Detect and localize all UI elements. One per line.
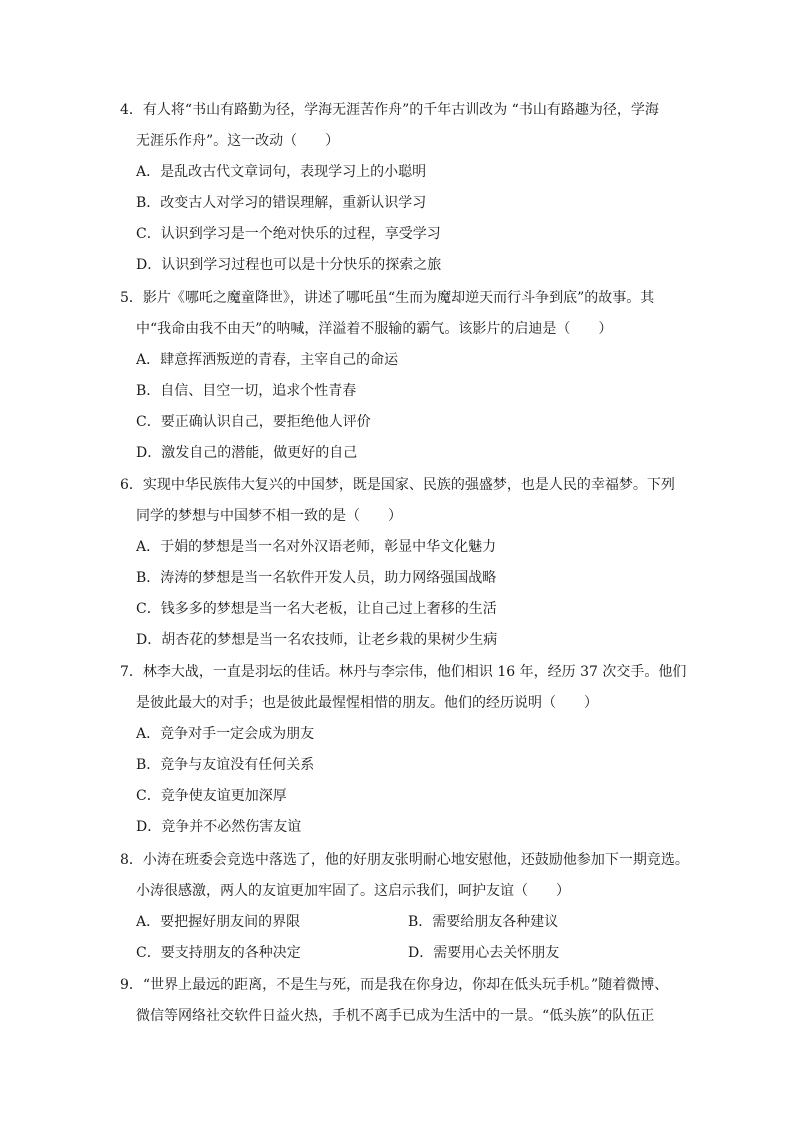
question-6-option-d: D．胡杏花的梦想是当一名农技师，让老乡栽的果树少生病 xyxy=(136,632,498,648)
question-4-option-d: D．认识到学习过程也可以是十分快乐的探索之旅 xyxy=(136,257,442,273)
question-5-option-b: B．自信、目空一切，追求个性青春 xyxy=(136,383,357,399)
question-8-options-row-1 xyxy=(120,907,680,938)
question-9 xyxy=(120,970,680,1032)
question-8-options-row-2 xyxy=(120,938,680,969)
question-4-stem-line-2: 无涯乐作舟”。这一改动（ ） xyxy=(136,133,340,149)
question-7-stem-line-2: 是彼此最大的对手；也是彼此最惺惺相惜的朋友。他们的经历说明（ ） xyxy=(136,695,598,711)
question-8-stem-line-1: 8．小涛在班委会竞选中落选了，他的好朋友张明耐心地安慰他，还鼓励他参加下一期竞选。 xyxy=(120,852,689,868)
question-7-option-d: D．竞争并不必然伤害友谊 xyxy=(136,819,302,835)
question-7-stem-line-1: 7．林李大战，一直是羽坛的佳话。林丹与李宗伟，他们相识 16 年，经历 37 次交手。他们 xyxy=(120,664,687,680)
question-6-option-b: B．涛涛的梦想是当一名软件开发人员，助力网络强国战略 xyxy=(136,570,497,586)
question-8-option-c: C．要支持朋友的各种决定 xyxy=(136,945,301,961)
question-8-option-a: A．要把握好朋友间的界限 xyxy=(136,914,301,930)
question-9-stem-line-2: 微信等网络社交软件日益火热，手机不离手已成为生活中的一景。“低头族”的队伍正 xyxy=(136,1008,655,1024)
question-6 xyxy=(120,470,680,656)
question-8-option-d: D．需要用心去关怀朋友 xyxy=(408,945,560,961)
question-7-option-c: C．竞争使友谊更加深厚 xyxy=(136,788,287,804)
question-6-option-a: A．于娟的梦想是当一名对外汉语老师，彰显中华文化魅力 xyxy=(136,539,497,555)
question-4-option-c: C．认识到学习是一个绝对快乐的过程，享受学习 xyxy=(136,226,441,242)
question-4-option-b: B．改变古人对学习的错误理解，重新认识学习 xyxy=(136,195,427,211)
question-8-stem-line-2: 小涛很感激，两人的友谊更加牢固了。这启示我们，呵护友谊（ ） xyxy=(136,883,570,899)
question-8 xyxy=(120,845,689,969)
question-7 xyxy=(120,657,687,843)
question-7-option-b: B．竞争与友谊没有任何关系 xyxy=(136,757,315,773)
question-6-stem-line-1: 6．实现中华民族伟大复兴的中国梦，既是国家、民族的强盛梦，也是人民的幸福梦。下列 xyxy=(120,477,675,493)
question-4-stem-line-1: 4．有人将“书山有路勤为径，学海无涯苦作舟”的千年古训改为 “书山有路趣为径，学海 xyxy=(120,102,659,118)
question-5-stem-line-2: 中“我命由我不由天”的呐喊，洋溢着不服输的霸气。该影片的启迪是（ ） xyxy=(136,321,613,337)
question-6-option-c: C．钱多多的梦想是当一名大老板，让自己过上奢移的生活 xyxy=(136,601,497,617)
question-7-option-a: A．竞争对手一定会成为朋友 xyxy=(136,726,315,742)
question-5 xyxy=(120,283,680,469)
question-5-option-a: A．肆意挥洒叛逆的青春，主宰自己的命运 xyxy=(136,352,399,368)
question-6-stem-line-2: 同学的梦想与中国梦不相一致的是（ ） xyxy=(136,508,402,524)
question-5-option-d: D．激发自己的潜能，做更好的自己 xyxy=(136,445,358,461)
question-9-stem-line-1: 9．“世界上最远的距离，不是生与死，而是我在你身边，你却在低头玩手机。”随着微博、 xyxy=(120,977,669,993)
question-5-option-c: C．要正确认识自己，要拒绝他人评价 xyxy=(136,414,371,430)
question-4-option-a: A．是乱改古代文章词句，表现学习上的小聪明 xyxy=(136,164,427,180)
question-4 xyxy=(120,95,680,281)
question-5-stem-line-1: 5．影片《哪吒之魔童降世》，讲述了哪吒虽“生而为魔却逆天而行斗争到底”的故事。其 xyxy=(120,290,655,306)
question-8-option-b: B．需要给朋友各种建议 xyxy=(408,914,559,930)
